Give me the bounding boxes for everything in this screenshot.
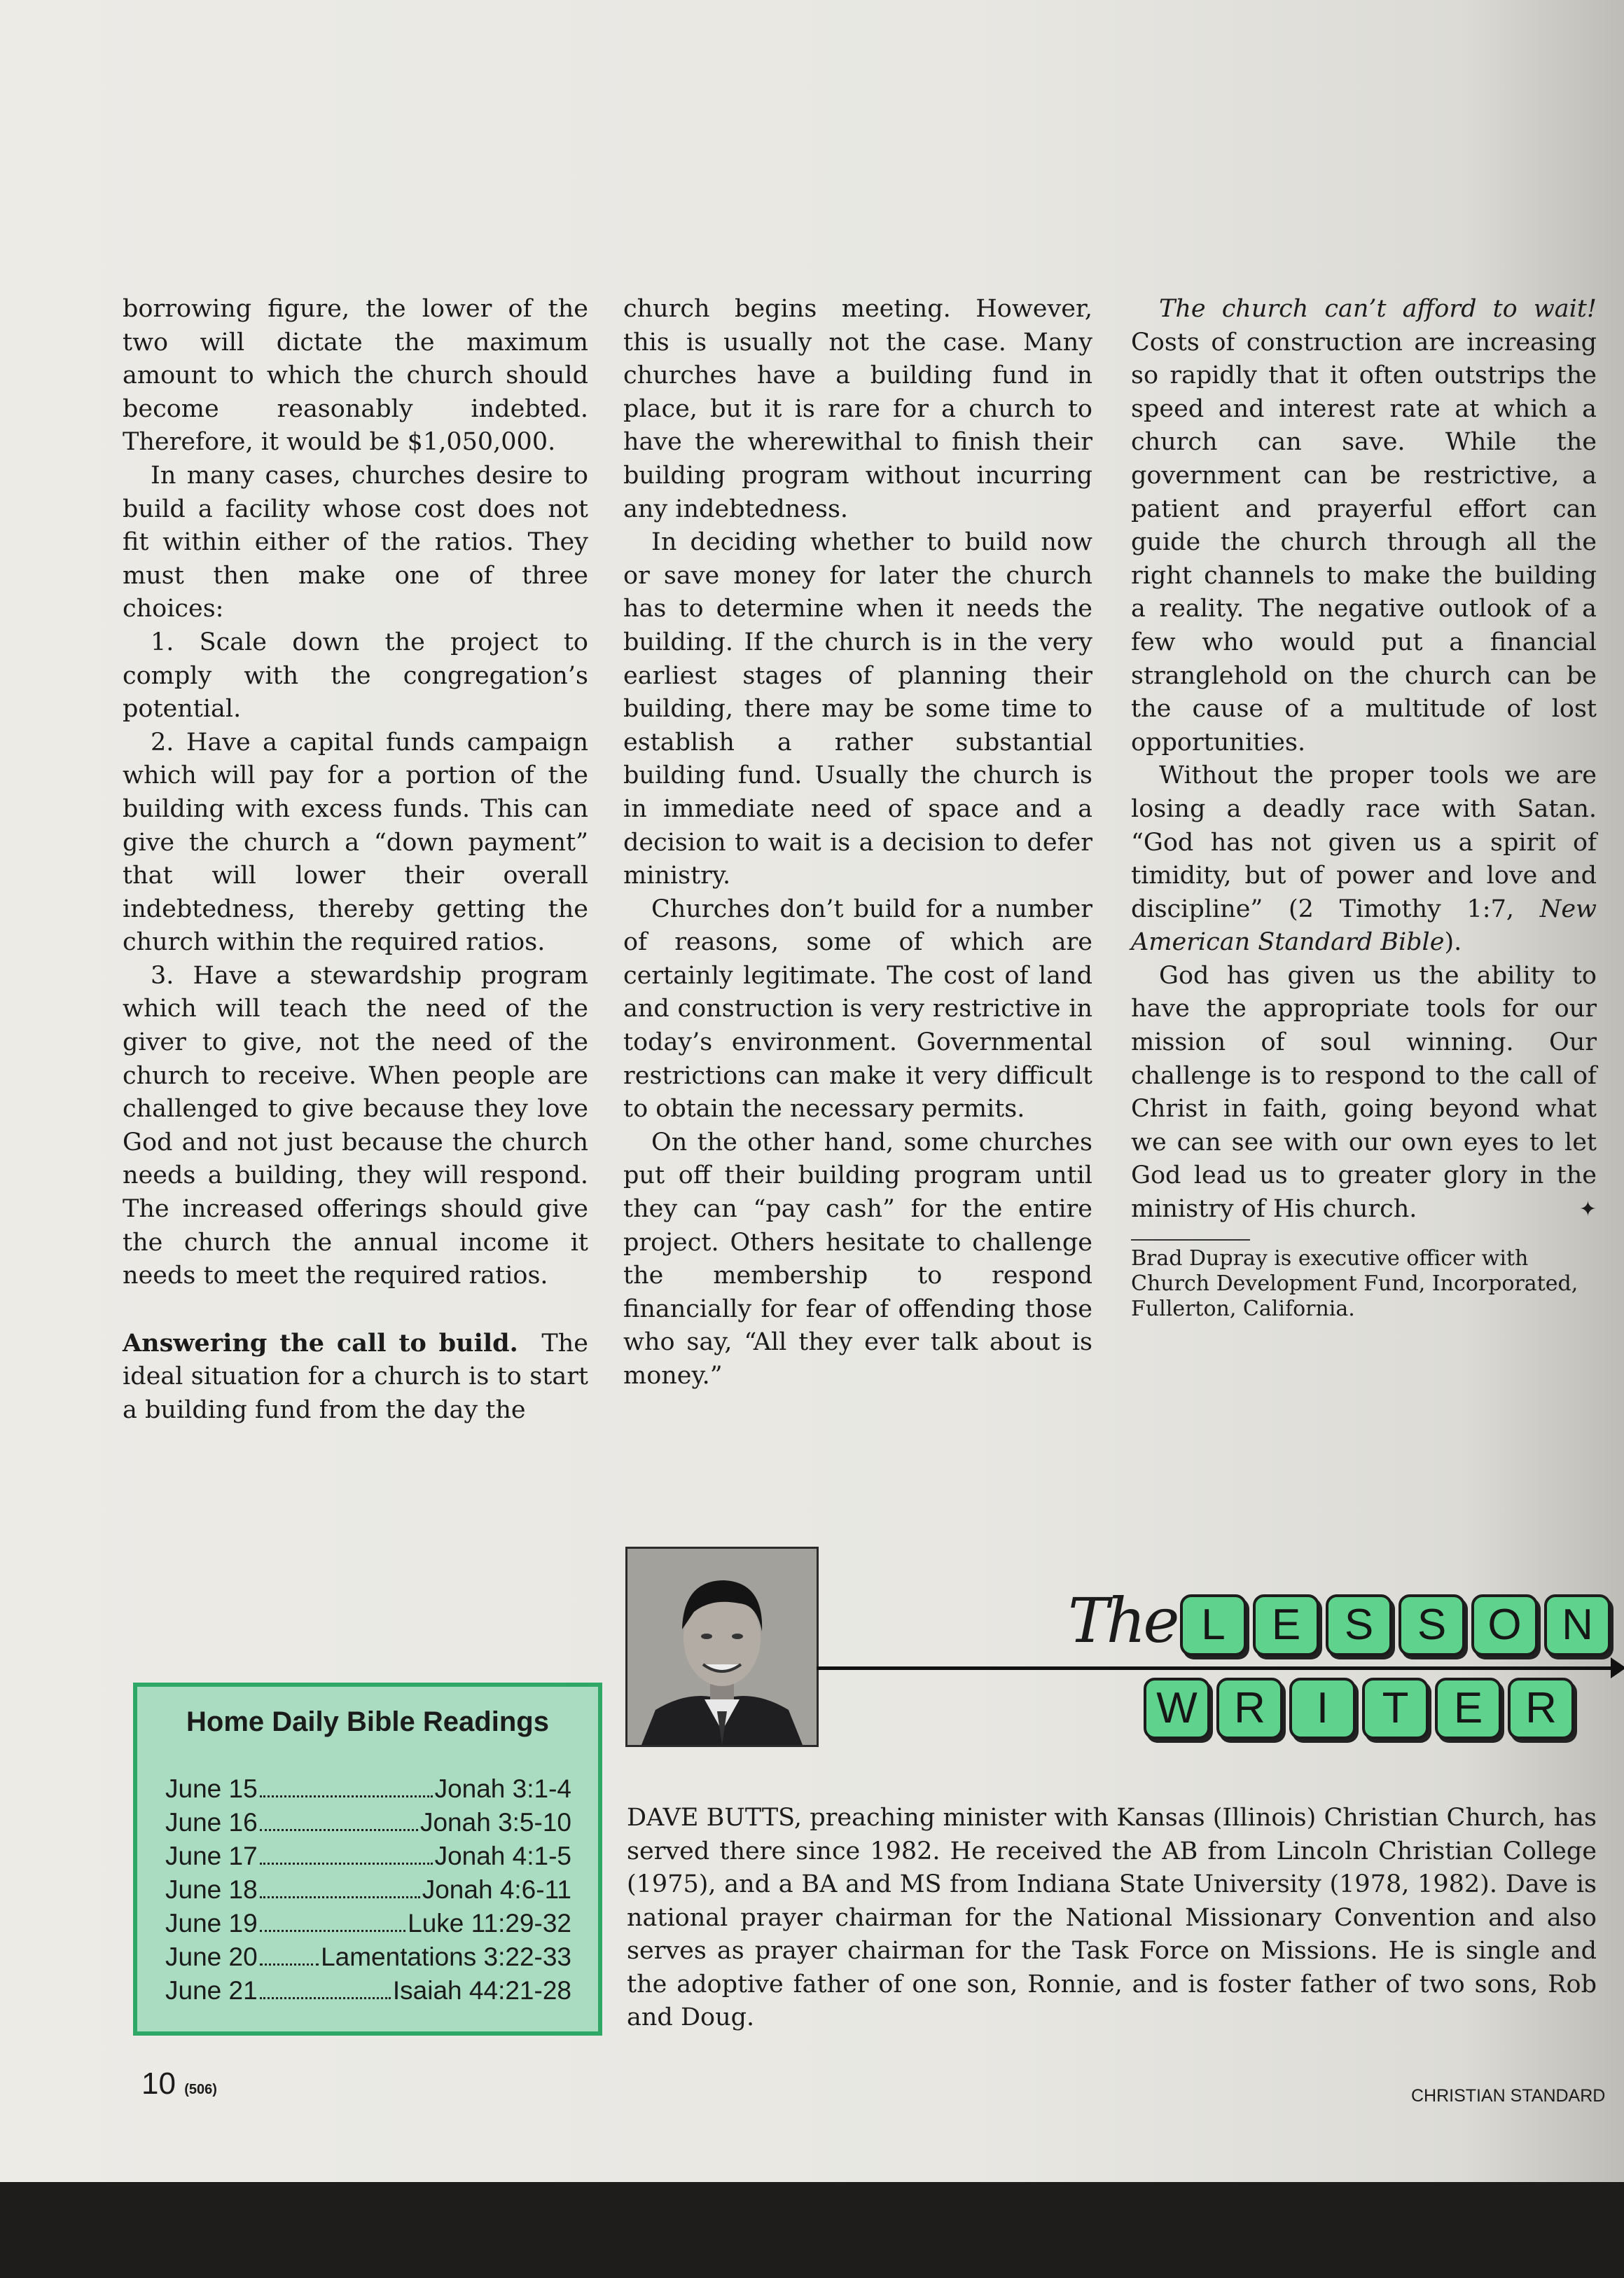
paragraph-text: Without the proper tools we are losing a deadly race with Satan. “God has not given us a spirit of timidity, but of power and love and discipline” (2 Timothy 1:7, — [1131, 761, 1597, 923]
letter-tile: I — [1289, 1678, 1356, 1739]
paragraph — [1131, 960, 1597, 1227]
lesson-tiles — [1180, 1594, 1611, 1656]
reading-item — [165, 1974, 571, 2008]
reading-date: June 19 — [165, 1909, 258, 1938]
arrow-head-icon — [1611, 1657, 1624, 1678]
reading-ref: Jonah 4:1-5 — [434, 1842, 571, 1870]
letter-tile: W — [1144, 1678, 1210, 1739]
bible-readings-box — [133, 1683, 602, 2036]
reading-item — [165, 1907, 571, 1940]
reading-item — [165, 1772, 571, 1806]
reading-date: June 16 — [165, 1808, 258, 1837]
leader-dots — [260, 1930, 405, 1932]
page-number-text: 10 — [141, 2066, 176, 2101]
paragraph-text: Costs of construction are increasing so rapidly that it often outstrips the speed and interest rate at which a church can save. While the government can be restrictive, a patient and prayerful effort can guide the church through all the right channels to make the building a reality. The negative outlook of a few who would put a financial stranglehold on the church can be the cause of a multitude of lost opportunities. — [1131, 328, 1597, 757]
paragraph: On the other hand, some churches put off their building program until they can “pay cash” for the entire project. Others hesitate to challenge the membership to respond financially for fear of offending those who say, “All they ever talk about is money.” — [623, 1128, 1092, 1390]
letter-tile: R — [1508, 1678, 1574, 1739]
list-item: 2. Have a capital funds campaign which will pay for a portion of the building with excess funds. This can give the church a “down payment” that will lower their overall indebtedness, thereby getting the church within the required ratios. — [123, 728, 588, 957]
readings-list — [165, 1772, 571, 2008]
portrait-illustration — [627, 1549, 817, 1745]
list-item: 1. Scale down the project to comply with the congregation’s potential. — [123, 628, 588, 724]
author-bio: Brad Dupray is executive officer with Church Development Fund, Incorporated, Fullerton, California. — [1131, 1245, 1578, 1321]
reading-date: June 15 — [165, 1774, 258, 1803]
reading-item — [165, 1806, 571, 1839]
article-column-3 — [1131, 293, 1597, 1322]
paragraph: church begins meeting. However, this is usually not the case. Many churches have a building fund in place, but it is rare for a church to have the wherewithal to finish their building program without incurring any indebtedness. — [623, 295, 1092, 523]
reading-item — [165, 1839, 571, 1873]
article-column-2 — [623, 293, 1092, 1393]
reading-date: June 17 — [165, 1842, 258, 1870]
reading-ref: Luke 11:29-32 — [408, 1909, 571, 1938]
reading-ref: Lamentations 3:22-33 — [321, 1942, 571, 1971]
leader-dots — [260, 1863, 433, 1865]
paragraph: Churches don’t build for a number of reasons, some of which are certainly legitimate. The cost of land and construction is very restrictive in today’s environment. Governmental restrictions can make it very difficult to obtain the necessary permits. — [623, 895, 1092, 1124]
letter-tile: S — [1326, 1594, 1392, 1656]
letter-tile: N — [1544, 1594, 1611, 1656]
leader-dots — [260, 1829, 418, 1831]
letter-tile: R — [1216, 1678, 1283, 1739]
letter-tile: L — [1180, 1594, 1247, 1656]
paragraph — [123, 1327, 588, 1428]
paragraph — [1131, 293, 1597, 759]
spacer — [123, 1293, 588, 1327]
reading-item — [165, 1873, 571, 1907]
letter-tile: O — [1471, 1594, 1538, 1656]
paragraph-text: God has given us the ability to have the appropriate tools for our mission of soul winning. Our challenge is to respond to the call of Christ in faith, going beyond what we can see with our own eyes to let God lead us to greater glory in the ministry of His church. — [1131, 961, 1597, 1224]
paragraph: In deciding whether to build now or save money for later the church has to determine when it needs the building. If the church is in the very earliest stages of planning their building, there may be some time to establish a rather substantial building fund. Usually the church is in immediate need of space and a decision to wait is a decision to defer ministry. — [623, 528, 1092, 890]
bible-version: New American Standard Bible — [1131, 895, 1597, 957]
leader-dots — [260, 1963, 319, 1966]
reading-date: June 21 — [165, 1976, 258, 2005]
author-portrait — [625, 1547, 819, 1747]
reading-ref: Jonah 3:1-4 — [434, 1774, 571, 1803]
list-item: 3. Have a stewardship program which will teach the need of the giver to give, not the need of the church to receive. When people are challenged to give because they love God and not just because the church needs a building, they will respond. The increased offerings should give the church the annual income it needs to meet the required ratios. — [123, 961, 588, 1290]
issue-page-number: (506) — [184, 2082, 217, 2097]
reading-item — [165, 1940, 571, 1974]
italic-lead: The church can’t afford to wait! — [1159, 295, 1597, 323]
end-mark-icon: ✦ — [1578, 1197, 1597, 1222]
paragraph — [1131, 759, 1597, 960]
letter-tile: E — [1253, 1594, 1319, 1656]
reading-ref: Jonah 4:6-11 — [422, 1875, 571, 1904]
reading-date: June 20 — [165, 1942, 258, 1971]
arrow-line — [817, 1666, 1615, 1670]
divider — [1131, 1239, 1250, 1241]
subheading: Answering the call to build. — [123, 1328, 518, 1358]
magazine-name: CHRISTIAN STANDARD — [1411, 2086, 1606, 2106]
letter-tile: T — [1362, 1678, 1429, 1739]
leader-dots — [260, 1896, 420, 1898]
leader-dots — [260, 1997, 391, 1999]
reading-ref: Jonah 3:5-10 — [419, 1808, 571, 1837]
reading-date: June 18 — [165, 1875, 258, 1904]
readings-title: Home Daily Bible Readings — [186, 1706, 549, 1737]
lesson-writer-bio: DAVE BUTTS, preaching minister with Kansas (Illinois) Christian Church, has served there since 1982. He received the AB from Lincoln Christian College (1975), and a BA and MS from Indiana State University (1978, 1982). Dave is national prayer chairman for the National Missionary Convention and also serves as prayer chairman for the Task Force on Missions. He is single and the adoptive father of one son, Ronnie, and is foster father of two sons, Rob and Doug. — [627, 1804, 1597, 2031]
article-column-1 — [123, 293, 588, 1428]
letter-tile: E — [1435, 1678, 1501, 1739]
page-number — [141, 2066, 217, 2101]
reading-ref: Isaiah 44:21-28 — [392, 1976, 571, 2005]
paragraph: In many cases, churches desire to build a facility whose cost does not fit within either of the ratios. They must then make one of three choices: — [123, 461, 588, 623]
paragraph: borrowing figure, the lower of the two will dictate the maximum amount to which the church should become reasonably indebted. Therefore, it would be $1,050,000. — [123, 295, 588, 457]
lesson-writer-the: The — [1068, 1585, 1177, 1657]
writer-tiles — [1144, 1678, 1574, 1739]
paragraph-text: The ideal situation for a church is to start a building fund from the day the — [123, 1329, 588, 1424]
letter-tile: S — [1399, 1594, 1465, 1656]
paragraph-end: ). — [1444, 928, 1462, 957]
leader-dots — [260, 1795, 433, 1797]
